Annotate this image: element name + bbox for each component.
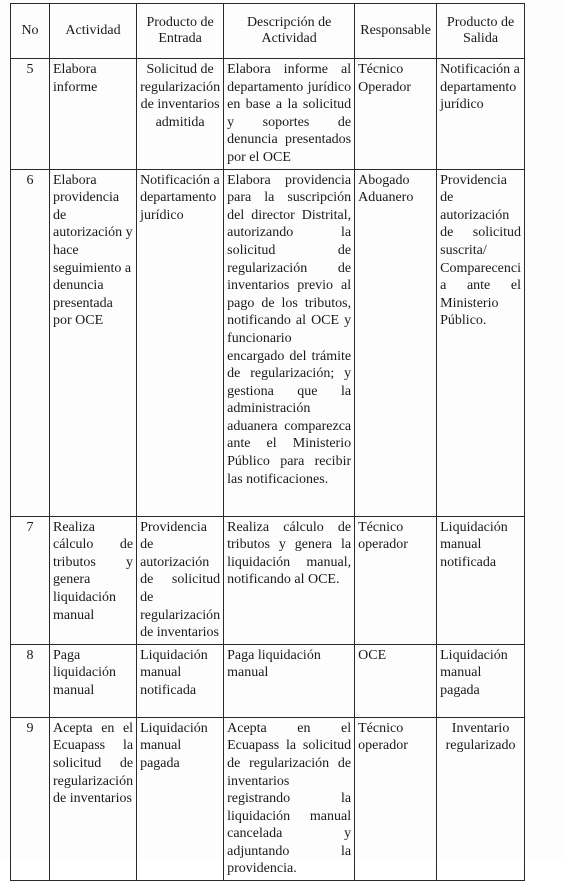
cell-responsable: OCE — [355, 644, 437, 717]
cell-responsable: Técnico operador — [355, 717, 437, 880]
cell-actividad: Realiza cálculo de tributos y genera liquidación manual — [50, 516, 137, 644]
header-descripcion: Descripción de Actividad — [224, 4, 355, 59]
cell-producto-entrada: Liquidación manual notificada — [137, 644, 224, 717]
header-producto-entrada: Producto de Entrada — [137, 4, 224, 59]
cell-producto-entrada: Providencia de autorización de solicitud de regularización de inventarios — [137, 516, 224, 644]
cell-actividad: Acepta en el Ecuapass la solicitud de regularización de inventarios — [50, 717, 137, 880]
cell-responsable: Abogado Aduanero — [355, 169, 437, 516]
cell-descripcion: Elabora providencia para la suscripción del director Distrital, autorizando la solicitud de regularización de inventarios previo al pago de los tributos, notificando al OCE y funcionario encargado del trámite de regularización; y gestiona que la administración aduanera comparezca ante el Ministerio Público para recibir las notificaciones. — [224, 169, 355, 516]
table-row — [11, 169, 525, 516]
table-row — [11, 516, 525, 644]
cell-actividad: Paga liquidación manual — [50, 644, 137, 717]
table-row — [11, 717, 525, 880]
header-actividad: Actividad — [50, 4, 137, 59]
cell-actividad: Elabora informe — [50, 59, 137, 170]
table-row — [11, 644, 525, 717]
cell-producto-salida: Providencia de autorización de solicitud suscrita/ Comparecenci a ante el Ministerio Público. — [437, 169, 525, 516]
cell-descripcion: Acepta en el Ecuapass la solicitud de regularización de inventarios registrando la liquidación manual cancelada y adjuntando la providencia. — [224, 717, 355, 880]
cell-producto-salida: Inventario regularizado — [437, 717, 525, 880]
cell-no: 6 — [11, 169, 50, 516]
table-row — [11, 59, 525, 170]
header-producto-salida: Producto de Salida — [437, 4, 525, 59]
cell-no: 9 — [11, 717, 50, 880]
cell-descripcion: Elabora informe al departamento jurídico en base a la solicitud y soportes de denuncia presentados por el OCE — [224, 59, 355, 170]
cell-responsable: Técnico Operador — [355, 59, 437, 170]
cell-producto-entrada: Notificación a departamento jurídico — [137, 169, 224, 516]
cell-producto-salida: Liquidación manual pagada — [437, 644, 525, 717]
cell-no: 7 — [11, 516, 50, 644]
cell-descripcion: Realiza cálculo de tributos y genera la liquidación manual, notificando al OCE. — [224, 516, 355, 644]
cell-no: 8 — [11, 644, 50, 717]
cell-producto-entrada: Liquidación manual pagada — [137, 717, 224, 880]
cell-producto-salida: Notificación a departamento jurídico — [437, 59, 525, 170]
cell-no: 5 — [11, 59, 50, 170]
header-responsable: Responsable — [355, 4, 437, 59]
cell-descripcion: Paga liquidación manual — [224, 644, 355, 717]
header-row — [11, 4, 525, 59]
cell-actividad: Elabora providencia de autorización y hace seguimiento a denuncia presentada por OCE — [50, 169, 137, 516]
cell-responsable: Técnico operador — [355, 516, 437, 644]
header-no: No — [11, 4, 50, 59]
process-table — [10, 3, 525, 881]
cell-producto-entrada: Solicitud de regularización de inventarios admitida — [137, 59, 224, 170]
cell-producto-salida: Liquidación manual notificada — [437, 516, 525, 644]
